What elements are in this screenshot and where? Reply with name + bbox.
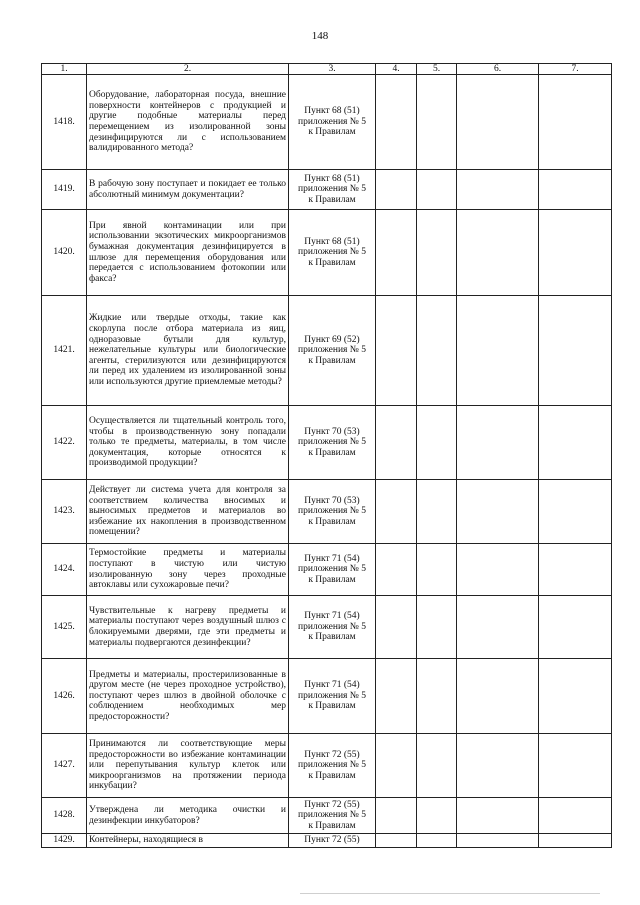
row-number: 1420. [42, 210, 87, 296]
answer-cell-4 [376, 734, 417, 798]
reference-line: приложения № 5 [298, 810, 366, 821]
table-row [42, 798, 612, 834]
bottom-rule [300, 893, 600, 894]
reference-cell [289, 734, 376, 798]
col-header-4: 4. [376, 64, 417, 75]
reference-cell [289, 659, 376, 734]
question-text: Утверждена ли методика очистки и дезинфекции инкубаторов? [87, 798, 289, 834]
row-number: 1425. [42, 596, 87, 659]
table-row [42, 480, 612, 544]
row-number: 1419. [42, 170, 87, 210]
answer-cell-7 [539, 659, 612, 734]
answer-cell-7 [539, 296, 612, 406]
col-header-3: 3. [289, 64, 376, 75]
reference-line: приложения № 5 [298, 345, 366, 356]
answer-cell-6 [457, 596, 539, 659]
answer-cell-7 [539, 544, 612, 596]
reference-cell [289, 406, 376, 480]
answer-cell-4 [376, 834, 417, 848]
answer-cell-5 [417, 296, 457, 406]
reference-line: приложения № 5 [298, 184, 366, 195]
answer-cell-6 [457, 834, 539, 848]
table-row [42, 296, 612, 406]
answer-cell-6 [457, 734, 539, 798]
reference-line: Пункт 71 (54) [304, 611, 360, 622]
reference-line: Пункт 68 (51) [304, 236, 360, 247]
answer-cell-5 [417, 406, 457, 480]
row-number: 1426. [42, 659, 87, 734]
question-text: При явной контаминации или при использовании экзотических микроорганизмов бумажная документация дезинфицируется в шлюзе для перемещения оборудования или передается с использованием фотокопии или факса? [87, 210, 289, 296]
reference-line: Пункт 68 (51) [304, 106, 360, 117]
answer-cell-5 [417, 480, 457, 544]
question-text: Контейнеры, находящиеся в [87, 834, 289, 848]
reference-cell [289, 834, 376, 848]
reference-cell [289, 798, 376, 834]
reference-line: приложения № 5 [298, 690, 366, 701]
answer-cell-5 [417, 170, 457, 210]
reference-line: приложения № 5 [298, 116, 366, 127]
reference-line: к Правилам [308, 447, 356, 458]
reference-cell [289, 480, 376, 544]
table-row [42, 834, 612, 848]
answer-cell-5 [417, 596, 457, 659]
row-number: 1423. [42, 480, 87, 544]
col-header-5: 5. [417, 64, 457, 75]
answer-cell-6 [457, 544, 539, 596]
reference-line: приложения № 5 [298, 760, 366, 771]
col-header-1: 1. [42, 64, 87, 75]
answer-cell-7 [539, 480, 612, 544]
reference-line: Пункт 72 (55) [304, 835, 360, 846]
table-row [42, 75, 612, 170]
reference-cell [289, 596, 376, 659]
reference-line: к Правилам [308, 770, 356, 781]
answer-cell-7 [539, 734, 612, 798]
answer-cell-6 [457, 170, 539, 210]
reference-line: Пункт 71 (54) [304, 553, 360, 564]
answer-cell-5 [417, 210, 457, 296]
reference-line: Пункт 69 (52) [304, 334, 360, 345]
reference-cell [289, 544, 376, 596]
table-row [42, 734, 612, 798]
answer-cell-5 [417, 544, 457, 596]
reference-line: Пункт 68 (51) [304, 173, 360, 184]
answer-cell-4 [376, 659, 417, 734]
col-header-7: 7. [539, 64, 612, 75]
answer-cell-4 [376, 296, 417, 406]
answer-cell-6 [457, 406, 539, 480]
question-text: Действует ли система учета для контроля за соответствием количества вносимых и выносимых предметов и материалов во избежание их накопления в производственном помещении? [87, 480, 289, 544]
answer-cell-5 [417, 659, 457, 734]
answer-cell-6 [457, 75, 539, 170]
answer-cell-5 [417, 734, 457, 798]
answer-cell-4 [376, 544, 417, 596]
reference-line: к Правилам [308, 194, 356, 205]
reference-cell [289, 75, 376, 170]
row-number: 1422. [42, 406, 87, 480]
question-text: Жидкие или твердые отходы, такие как скорлупа после отбора материала из яиц, одноразовые бутыли для культур, нежелательные культуры или биологические агенты, стерилизуются или дезинфицируются ли перед их удалением из изолированной зоны или используются другие приемлемые методы? [87, 296, 289, 406]
answer-cell-6 [457, 296, 539, 406]
answer-cell-6 [457, 210, 539, 296]
row-number: 1424. [42, 544, 87, 596]
answer-cell-6 [457, 798, 539, 834]
answer-cell-7 [539, 210, 612, 296]
question-text: Термостойкие предметы и материалы поступают в чистую или чистую изолированную зону через проходные автоклавы или сухожаровые печи? [87, 544, 289, 596]
reference-line: к Правилам [308, 820, 356, 831]
answer-cell-7 [539, 406, 612, 480]
header-row [42, 64, 612, 75]
reference-line: к Правилам [308, 632, 356, 643]
answer-cell-7 [539, 834, 612, 848]
question-text: Осуществляется ли тщательный контроль того, чтобы в производственную зону попадали только те предметы, материалы, в том числе документация, которые относятся к производимой продукции? [87, 406, 289, 480]
reference-line: к Правилам [308, 257, 356, 268]
page-number: 148 [311, 30, 329, 42]
answer-cell-5 [417, 834, 457, 848]
answer-cell-4 [376, 596, 417, 659]
reference-line: к Правилам [308, 516, 356, 527]
question-text: Принимаются ли соответствующие меры предосторожности во избежание контаминации или перепутывания культур клеток или микроорганизмов на протяжении периода инкубации? [87, 734, 289, 798]
row-number: 1418. [42, 75, 87, 170]
question-text: В рабочую зону поступает и покидает ее только абсолютный минимум документации? [87, 170, 289, 210]
reference-cell [289, 296, 376, 406]
reference-line: приложения № 5 [298, 564, 366, 575]
answer-cell-4 [376, 798, 417, 834]
reference-line: к Правилам [308, 701, 356, 712]
reference-line: к Правилам [308, 574, 356, 585]
answer-cell-7 [539, 596, 612, 659]
row-number: 1427. [42, 734, 87, 798]
answer-cell-7 [539, 75, 612, 170]
answer-cell-4 [376, 170, 417, 210]
table-row [42, 406, 612, 480]
answer-cell-7 [539, 798, 612, 834]
reference-line: приложения № 5 [298, 506, 366, 517]
question-text: Предметы и материалы, простерилизованные в другом месте (не через проходное устройство), поступают через шлюз в двойной оболочке с соблюдением необходимых мер предосторожности? [87, 659, 289, 734]
col-header-6: 6. [457, 64, 539, 75]
answer-cell-5 [417, 75, 457, 170]
reference-line: Пункт 70 (53) [304, 426, 360, 437]
answer-cell-7 [539, 170, 612, 210]
reference-cell [289, 170, 376, 210]
row-number: 1429. [42, 834, 87, 848]
row-number: 1421. [42, 296, 87, 406]
answer-cell-4 [376, 480, 417, 544]
answer-cell-6 [457, 480, 539, 544]
answer-cell-6 [457, 659, 539, 734]
answer-cell-5 [417, 798, 457, 834]
table-row [42, 596, 612, 659]
answer-cell-4 [376, 406, 417, 480]
reference-cell [289, 210, 376, 296]
table-row [42, 170, 612, 210]
question-text: Чувствительные к нагреву предметы и материалы поступают через воздушный шлюз с блокируемыми дверями, где эти предметы и материалы подвергаются дезинфекции? [87, 596, 289, 659]
reference-line: к Правилам [308, 127, 356, 138]
table-row [42, 544, 612, 596]
reference-line: приложения № 5 [298, 437, 366, 448]
reference-line: Пункт 70 (53) [304, 495, 360, 506]
reference-line: Пункт 71 (54) [304, 680, 360, 691]
reference-line: Пункт 72 (55) [304, 749, 360, 760]
question-text: Оборудование, лабораторная посуда, внешние поверхности контейнеров с продукцией и другие подобные материалы перед перемещением из изолированной зоны дезинфицируются ли с использованием валидированного метода? [87, 75, 289, 170]
reference-line: к Правилам [308, 355, 356, 366]
reference-line: приложения № 5 [298, 247, 366, 258]
table-row [42, 659, 612, 734]
answer-cell-4 [376, 210, 417, 296]
reference-line: приложения № 5 [298, 621, 366, 632]
row-number: 1428. [42, 798, 87, 834]
reference-line: Пункт 72 (55) [304, 799, 360, 810]
answer-cell-4 [376, 75, 417, 170]
table-row [42, 210, 612, 296]
checklist-table [41, 63, 612, 848]
col-header-2: 2. [87, 64, 289, 75]
